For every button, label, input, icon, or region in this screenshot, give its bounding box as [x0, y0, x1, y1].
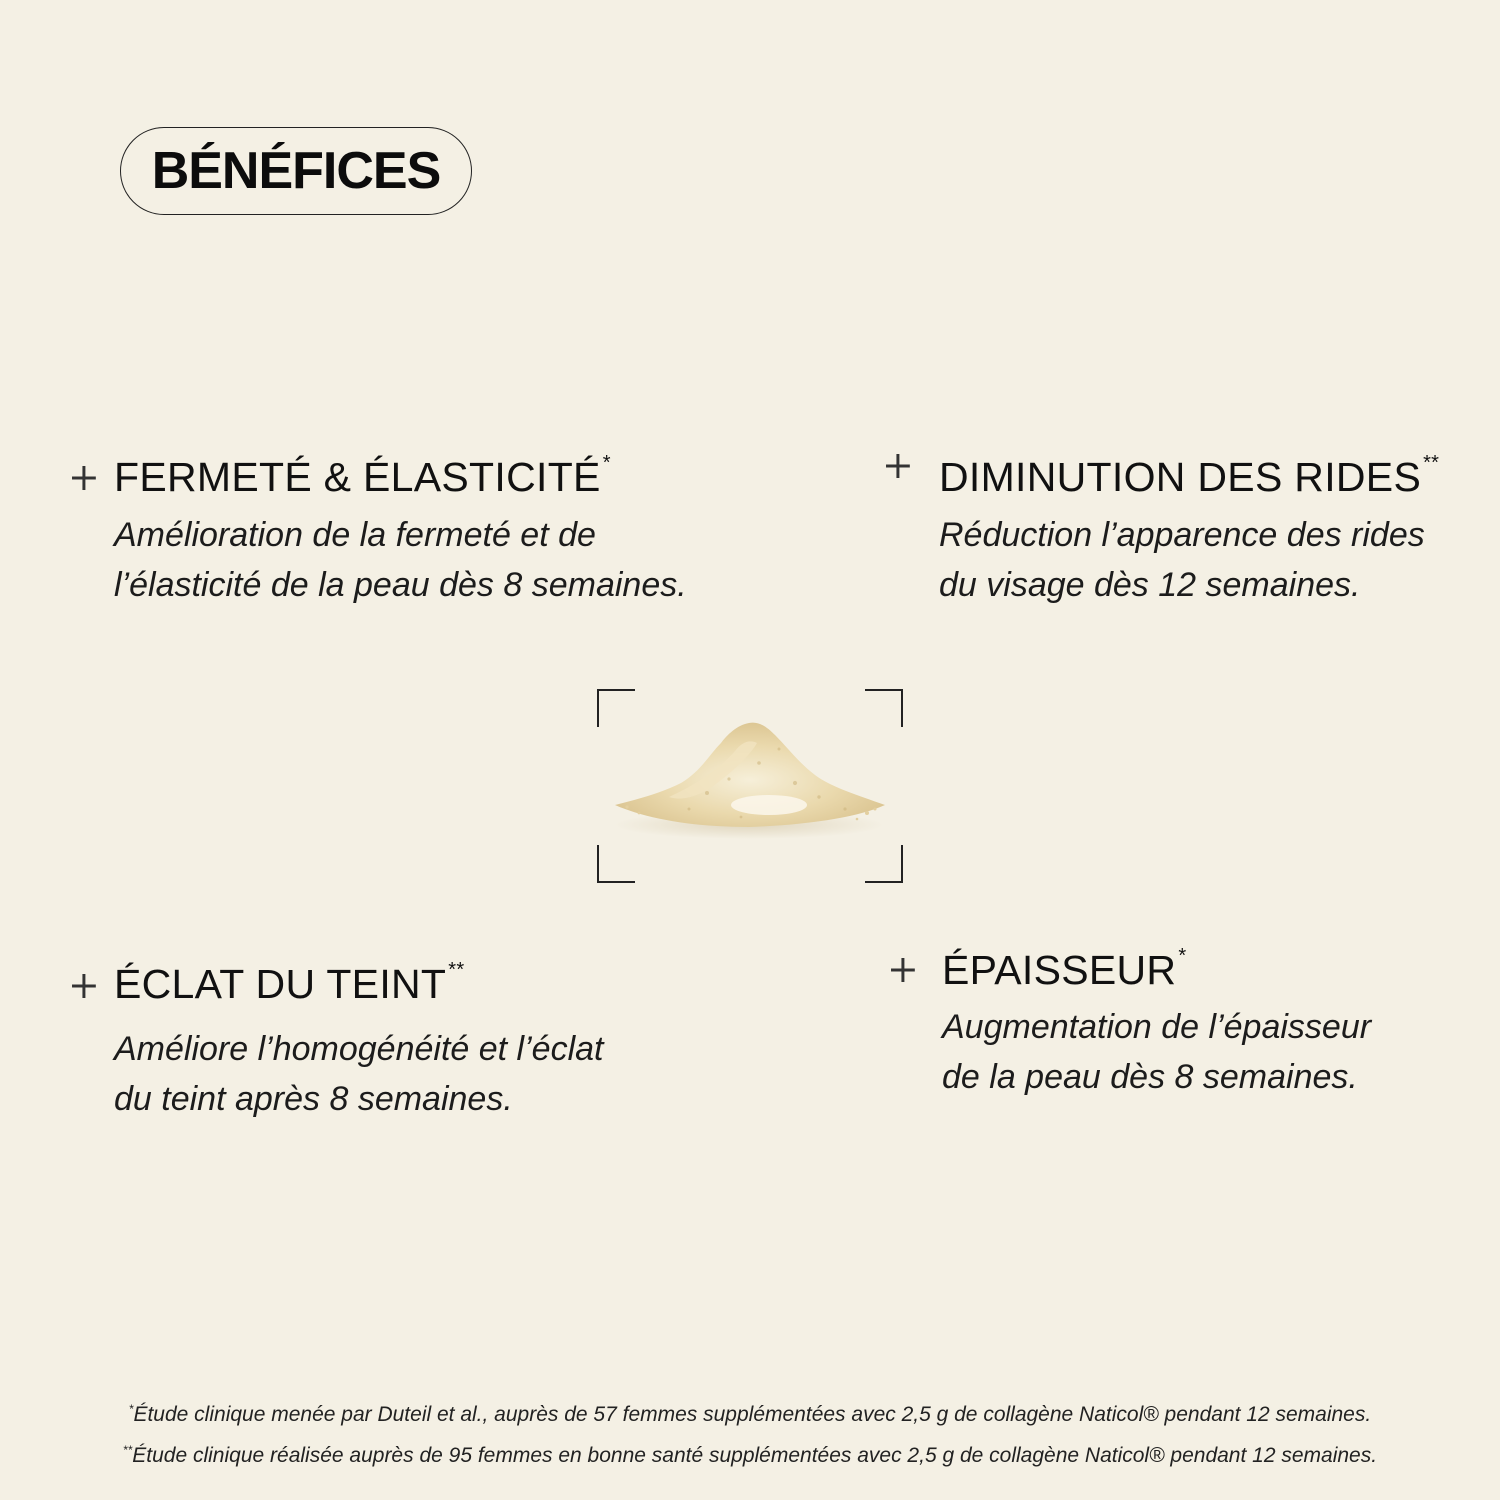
section-title-badge: [120, 127, 472, 215]
corner-bottom-left: [597, 845, 635, 883]
benefit-description: Réduction l’apparence des rides du visage dès 12 semaines.: [939, 516, 1425, 604]
footnote-2: **Étude clinique réalisée auprès de 95 femmes en bonne santé supplémentées avec 2,5 g de collagène Naticol® pendant 12 semaines.: [122, 1443, 1378, 1467]
section-title: BÉNÉFICES: [151, 142, 441, 200]
benefit-title: FERMETÉ & ÉLASTICITÉ *: [114, 452, 611, 500]
benefit-title: ÉCLAT DU TEINT **: [114, 959, 465, 1007]
benefit-description: Amélioration de la fermeté et de l’élasticité de la peau dès 8 semaines.: [114, 516, 687, 604]
plus-icon: +: [887, 947, 919, 991]
plus-icon: +: [882, 443, 914, 487]
corner-bottom-right: [865, 845, 903, 883]
benefit-description: Améliore l’homogénéité et l’éclat du teint après 8 semaines.: [114, 1030, 604, 1118]
plus-icon: +: [68, 455, 100, 499]
footnote-1: *Étude clinique menée par Duteil et al., auprès de 57 femmes supplémentées avec 2,5 g de collagène Naticol® pendant 12 semaines.: [128, 1402, 1372, 1426]
plus-icon: +: [68, 963, 100, 1007]
viewfinder-frame: [597, 689, 903, 883]
benefit-description: Augmentation de l’épaisseur de la peau dès 8 semaines.: [942, 1008, 1372, 1096]
benefit-title: ÉPAISSEUR *: [942, 945, 1187, 993]
benefit-title: DIMINUTION DES RIDES **: [939, 452, 1440, 500]
powder-image: [609, 713, 893, 843]
